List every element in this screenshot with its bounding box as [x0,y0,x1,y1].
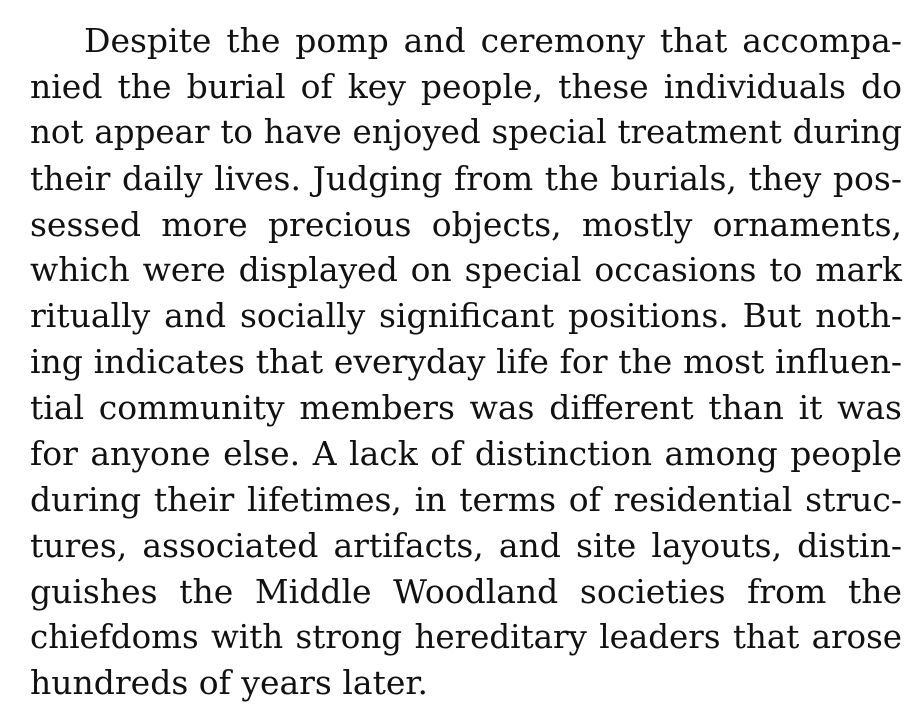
paragraph-line: nied the burial of key people, these individuals do [30,66,902,106]
paragraph-line: sessed more precious objects, mostly ornaments, [30,204,902,244]
paragraph-line: tial community members was different than it was [30,388,902,428]
paragraph-line: guishes the Middle Woodland societies from the [30,571,902,611]
paragraph-line: tures, associated artifacts, and site layouts, distin- [30,525,902,565]
paragraph-line: ing indicates that everyday life for the most influen- [30,342,902,382]
paragraph-line: Despite the pomp and ceremony that accompa- [84,21,902,60]
paragraph-line: chiefdoms with strong hereditary leaders that arose [30,617,902,656]
paragraph-line: ritually and socially significant positions. But noth- [30,296,902,336]
paragraph-line: not appear to have enjoyed special treatment during [30,112,902,151]
paragraph-line: for anyone else. A lack of distinction among people [30,434,902,474]
paragraph-line: hundreds of years later. [30,663,429,703]
paragraph-line: during their lifetimes, in terms of residential struc- [30,479,902,519]
paragraph-line: which were displayed on special occasions to mark [30,250,902,290]
body-paragraph [30,18,902,706]
paragraph-line: their daily lives. Judging from the burials, they pos- [30,158,902,198]
